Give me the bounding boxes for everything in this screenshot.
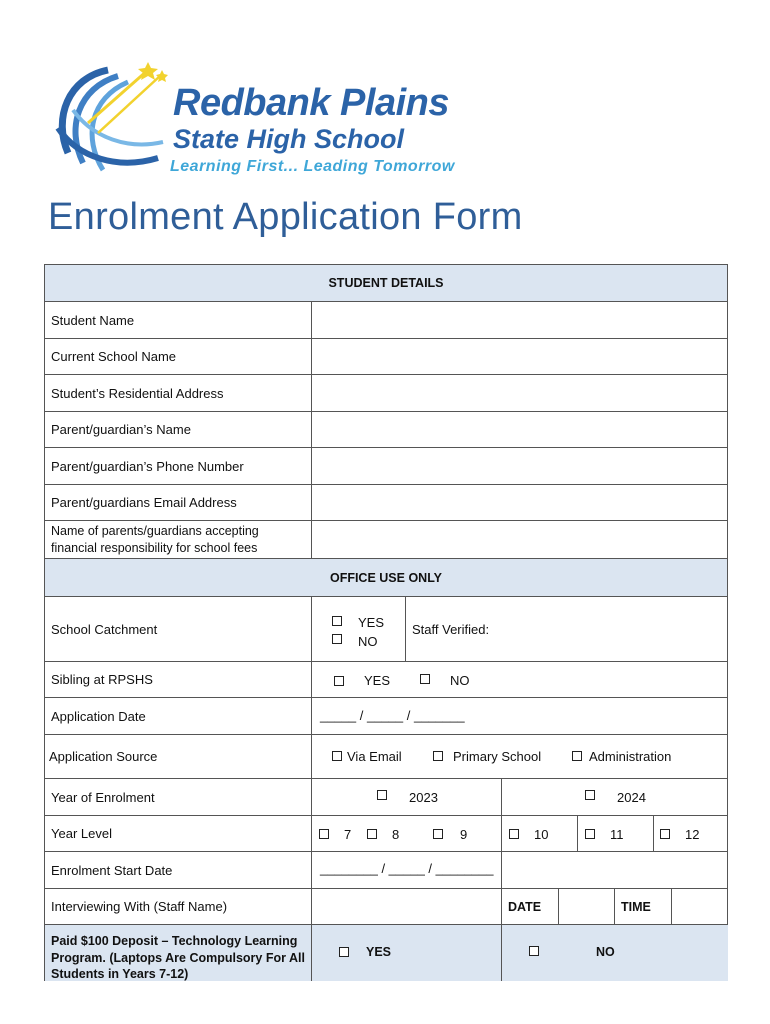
application-date-blank: _____ / _____ / _______ <box>320 708 465 723</box>
sibling-no-checkbox[interactable] <box>420 674 430 684</box>
sibling-yes-label: YES <box>364 673 391 688</box>
current-school-field[interactable] <box>312 339 728 375</box>
star-icon <box>156 70 168 82</box>
current-school-label: Current School Name <box>45 339 312 375</box>
year-12-label: 12 <box>685 827 700 842</box>
enrolment-start-date-label: Enrolment Start Date <box>45 852 312 889</box>
financial-responsibility-field[interactable] <box>312 521 728 559</box>
interviewing-label: Interviewing With (Staff Name) <box>45 889 312 925</box>
source-admin-label: Administration <box>589 749 672 764</box>
year-level-7-9-options <box>312 816 502 852</box>
enrolment-start-date-blank: ________ / _____ / ________ <box>320 861 494 876</box>
residential-address-label: Student’s Residential Address <box>45 375 312 412</box>
interview-time-label: TIME <box>615 889 672 925</box>
application-date-field[interactable] <box>312 698 728 735</box>
residential-address-field[interactable] <box>312 375 728 412</box>
year-2023-option <box>312 779 502 816</box>
year-2023-checkbox[interactable] <box>377 790 387 800</box>
student-name-field[interactable] <box>312 302 728 339</box>
deposit-label-line3: Students in Years 7-12) <box>51 967 189 981</box>
logo-motto: Learning First... Leading Tomorrow <box>170 158 455 175</box>
enrolment-form <box>44 264 728 981</box>
application-source-options <box>312 735 728 779</box>
source-email-label: Via Email <box>347 749 402 764</box>
sibling-yes-checkbox[interactable] <box>334 676 344 686</box>
source-primary-checkbox[interactable] <box>433 751 443 761</box>
guardian-email-label: Parent/guardians Email Address <box>45 485 312 521</box>
deposit-yes-option <box>312 925 502 981</box>
logo-school-subname: State High School <box>173 124 405 154</box>
year-level-12-option <box>654 816 728 852</box>
catchment-no-label: NO <box>358 634 378 649</box>
student-details-header: STUDENT DETAILS <box>45 265 728 302</box>
source-primary-label: Primary School <box>453 749 542 764</box>
staff-verified-field[interactable] <box>406 597 728 662</box>
year-of-enrolment-label: Year of Enrolment <box>45 779 312 816</box>
enrolment-start-date-field[interactable] <box>312 852 502 889</box>
logo-school-name: Redbank Plains <box>173 82 449 124</box>
financial-label-line2: financial responsibility for school fees <box>51 541 258 555</box>
deposit-no-label: NO <box>596 945 615 959</box>
year-10-checkbox[interactable] <box>509 829 519 839</box>
globe-emblem-icon <box>48 58 178 183</box>
source-admin-checkbox[interactable] <box>572 751 582 761</box>
catchment-yes-checkbox[interactable] <box>332 616 342 626</box>
interview-date-label: DATE <box>502 889 559 925</box>
catchment-yes-label: YES <box>358 615 385 630</box>
guardian-name-field[interactable] <box>312 412 728 448</box>
deposit-label-line2: Program. (Laptops Are Compulsory For All <box>51 951 305 965</box>
deposit-yes-label: YES <box>366 945 392 959</box>
year-level-10-option <box>502 816 578 852</box>
staff-verified-label: Staff Verified: <box>412 622 490 637</box>
student-name-label: Student Name <box>45 302 312 339</box>
deposit-label <box>45 925 312 981</box>
year-8-label: 8 <box>392 827 400 842</box>
year-10-label: 10 <box>534 827 549 842</box>
financial-responsibility-label <box>45 521 312 559</box>
year-11-label: 11 <box>610 827 624 842</box>
year-12-checkbox[interactable] <box>660 829 670 839</box>
application-date-label: Application Date <box>45 698 312 735</box>
sibling-label: Sibling at RPSHS <box>45 662 312 698</box>
interviewing-staff-field[interactable] <box>312 889 502 925</box>
year-2023-label: 2023 <box>409 790 438 805</box>
enrolment-start-date-extra[interactable] <box>502 852 728 889</box>
guardian-phone-field[interactable] <box>312 448 728 485</box>
deposit-yes-checkbox[interactable] <box>339 947 349 957</box>
sibling-options <box>312 662 728 698</box>
guardian-email-field[interactable] <box>312 485 728 521</box>
year-level-11-option <box>578 816 654 852</box>
guardian-name-label: Parent/guardian’s Name <box>45 412 312 448</box>
source-email-checkbox[interactable] <box>332 751 342 761</box>
year-2024-label: 2024 <box>617 790 646 805</box>
office-use-header: OFFICE USE ONLY <box>45 559 728 597</box>
year-7-label: 7 <box>344 827 352 842</box>
school-catchment-label: School Catchment <box>45 597 312 662</box>
financial-label-line1: Name of parents/guardians accepting <box>51 524 259 538</box>
deposit-no-option <box>502 925 728 981</box>
year-11-checkbox[interactable] <box>585 829 595 839</box>
page-title: Enrolment Application Form <box>48 196 523 238</box>
year-2024-checkbox[interactable] <box>585 790 595 800</box>
guardian-phone-label: Parent/guardian’s Phone Number <box>45 448 312 485</box>
school-catchment-options <box>312 597 406 662</box>
application-source-label: Application Source <box>45 735 312 779</box>
year-7-checkbox[interactable] <box>319 829 329 839</box>
year-level-label: Year Level <box>45 816 312 852</box>
deposit-no-checkbox[interactable] <box>529 946 539 956</box>
year-8-checkbox[interactable] <box>367 829 377 839</box>
catchment-no-checkbox[interactable] <box>332 634 342 644</box>
school-logo <box>48 58 498 183</box>
year-9-label: 9 <box>460 827 468 842</box>
deposit-label-line1: Paid $100 Deposit – Technology Learning <box>51 934 298 948</box>
year-2024-option <box>502 779 728 816</box>
interview-time-field[interactable] <box>672 889 728 925</box>
year-9-checkbox[interactable] <box>433 829 443 839</box>
sibling-no-label: NO <box>450 673 470 688</box>
interview-date-field[interactable] <box>559 889 615 925</box>
